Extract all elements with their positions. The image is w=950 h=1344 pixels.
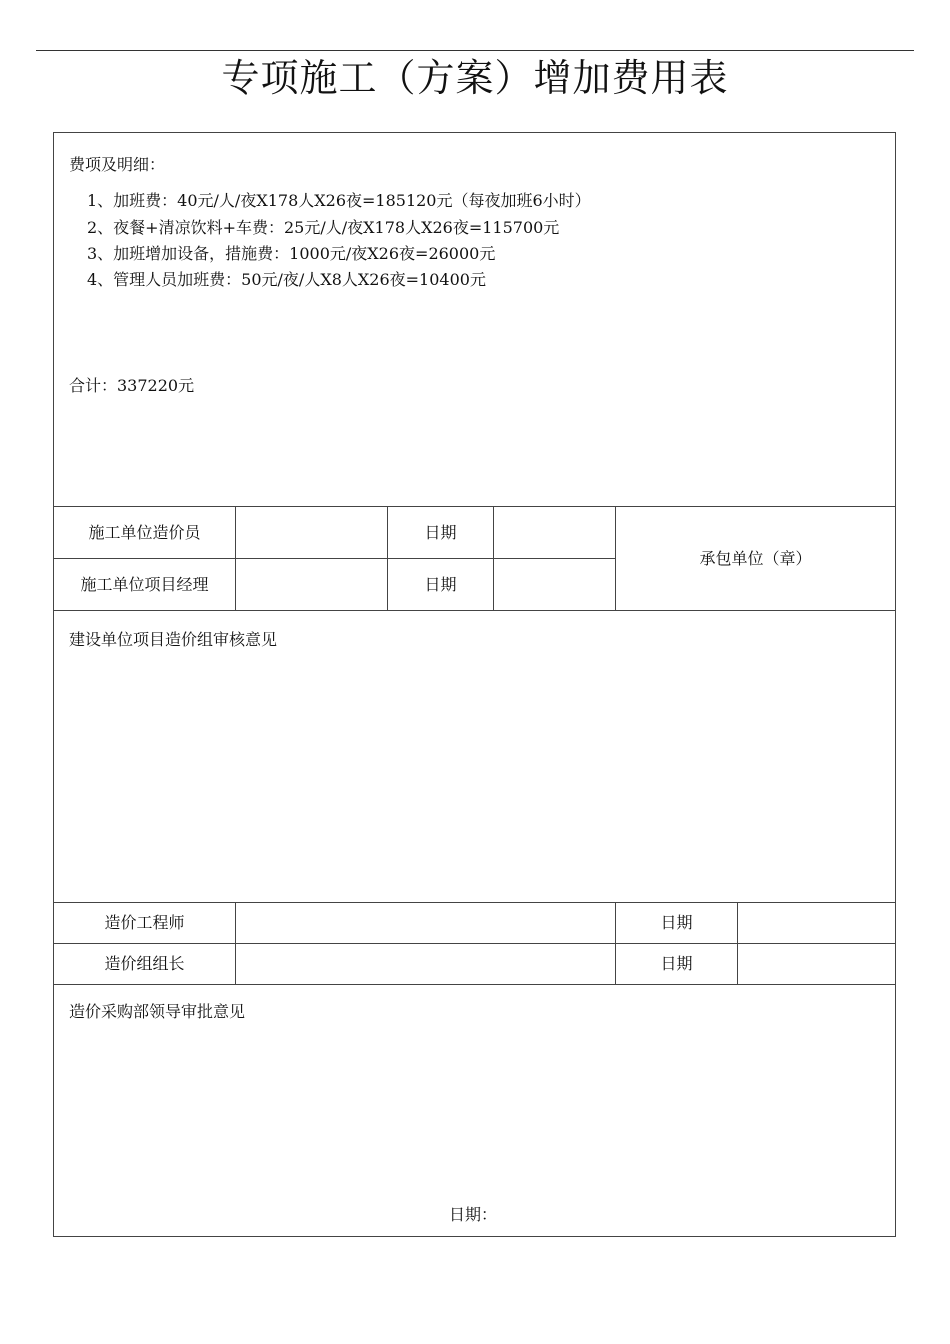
expense-form	[53, 132, 896, 1237]
expenses-heading: 费项及明细：	[69, 155, 166, 174]
expense-item-4: 4、管理人员加班费：50元/夜/人X8人X26夜=10400元	[87, 270, 486, 289]
page-title: 专项施工（方案）增加费用表	[221, 56, 729, 100]
contractor-seal-label: 承包单位（章）	[699, 548, 812, 568]
review-opinion-area[interactable]	[54, 653, 895, 901]
cost-engineer-signature-field[interactable]	[236, 903, 615, 943]
cost-clerk-date-field[interactable]	[494, 507, 615, 558]
cost-clerk-date-label: 日期	[424, 522, 457, 542]
cost-team-leader-date-label: 日期	[660, 954, 693, 973]
divider-contractor-bottom	[54, 610, 895, 611]
expense-item-2: 2、夜餐+清凉饮料+车费：25元/人/夜X178人X26夜=115700元	[87, 218, 560, 237]
project-manager-signature-field[interactable]	[236, 559, 387, 610]
cost-team-leader-label: 造价组组长	[104, 954, 185, 973]
project-manager-label: 施工单位项目经理	[80, 574, 209, 594]
expense-item-3: 3、加班增加设备，措施费：1000元/夜X26夜=26000元	[87, 244, 496, 263]
expense-item-1: 1、加班费：40元/人/夜X178人X26夜=185120元（每夜加班6小时）	[87, 191, 591, 210]
project-manager-date-field[interactable]	[494, 559, 615, 610]
cost-clerk-signature-field[interactable]	[236, 507, 387, 558]
expenses-total: 合计：337220元	[69, 376, 195, 395]
cost-engineer-date-field[interactable]	[738, 903, 895, 943]
cost-team-leader-signature-field[interactable]	[236, 944, 615, 984]
project-manager-date-label: 日期	[424, 574, 457, 594]
cost-clerk-label: 施工单位造价员	[88, 522, 201, 542]
top-rule	[36, 50, 914, 51]
approval-opinion-area[interactable]	[54, 1025, 895, 1195]
review-heading: 建设单位项目造价组审核意见	[69, 630, 278, 649]
divider-review-bottom	[54, 984, 895, 985]
cost-engineer-label: 造价工程师	[104, 913, 185, 932]
cost-engineer-date-label: 日期	[660, 913, 693, 932]
approval-heading: 造价采购部领导审批意见	[69, 1002, 246, 1021]
cost-team-leader-date-field[interactable]	[738, 944, 895, 984]
approval-date-label: 日期：	[449, 1205, 498, 1224]
